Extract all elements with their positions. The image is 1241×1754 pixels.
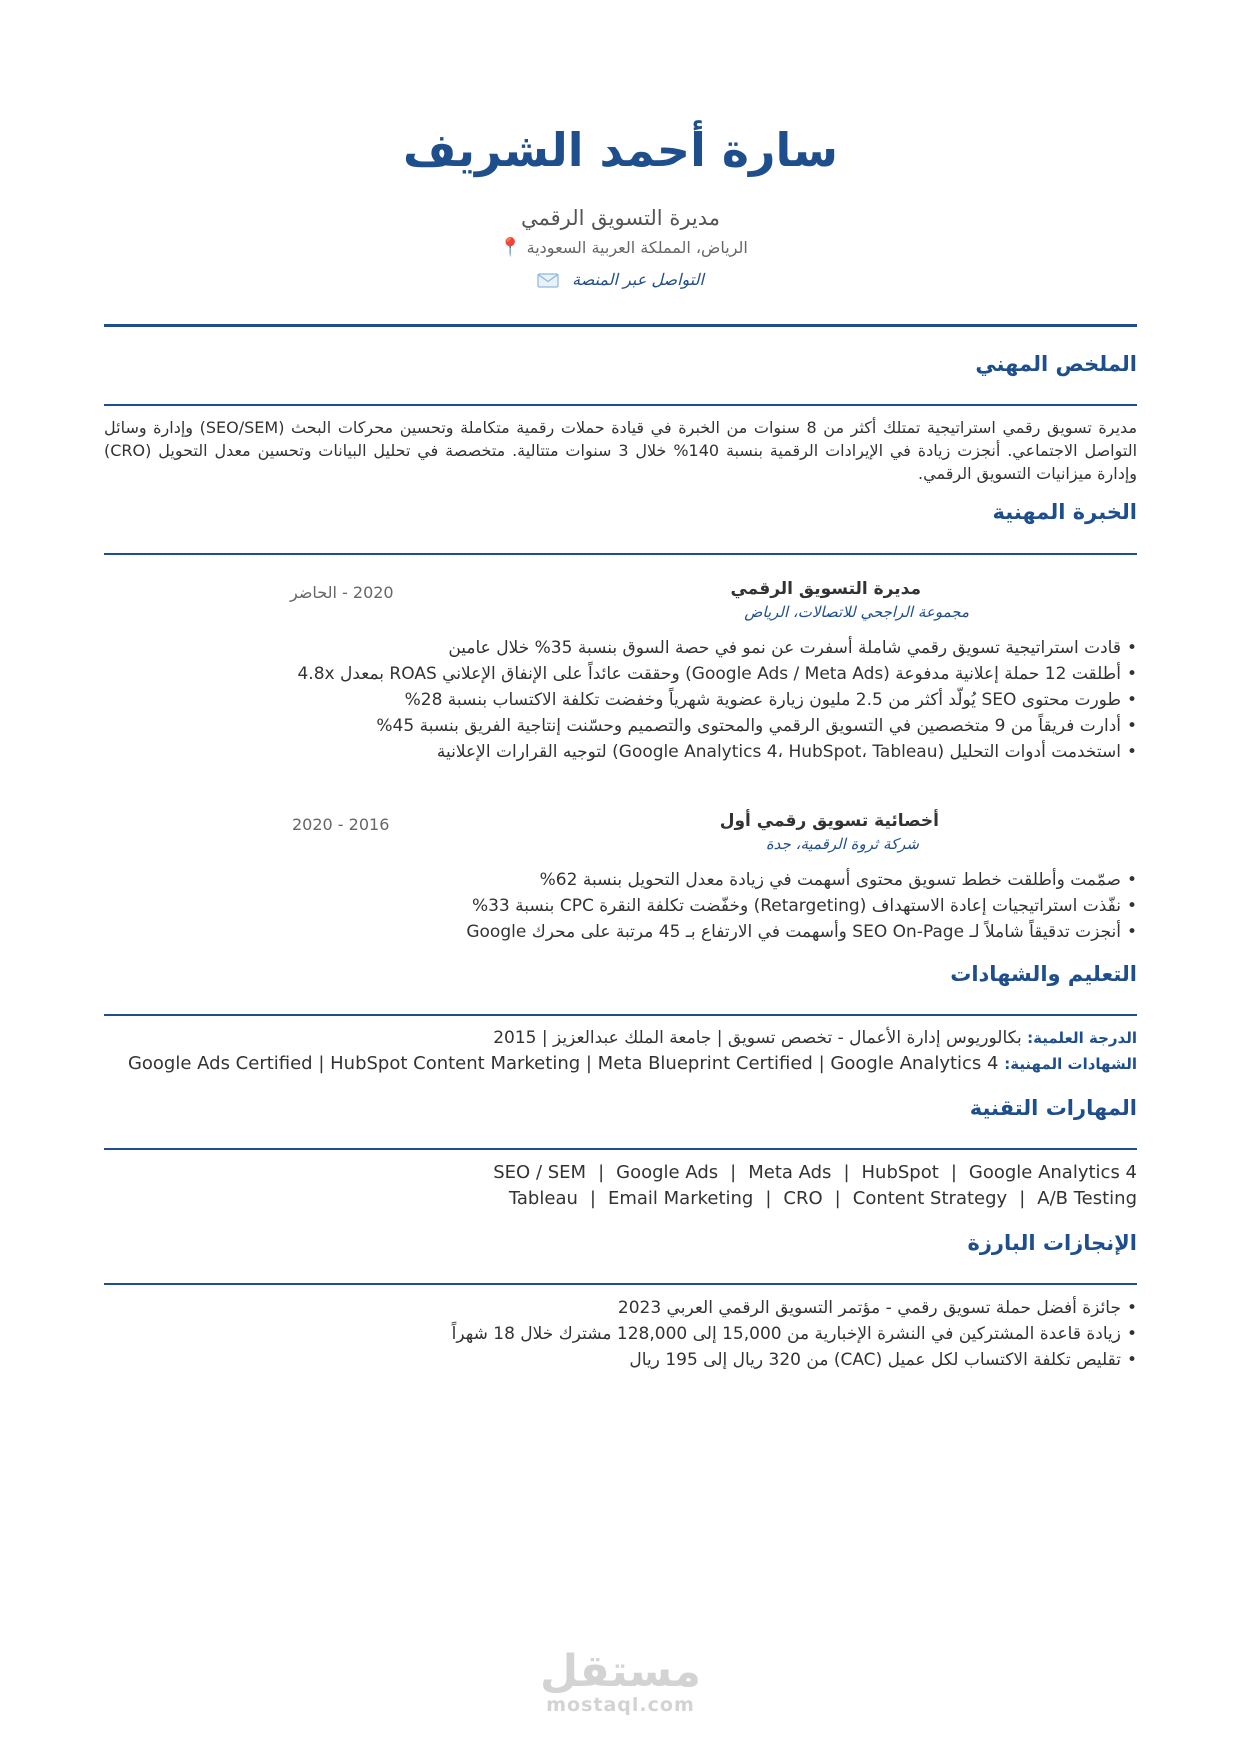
skills-divider xyxy=(104,1148,1137,1150)
experience-section xyxy=(104,497,1137,945)
experience-heading: الخبرة المهنية xyxy=(992,500,1137,524)
job-company: شركة ثروة الرقمية، جدة xyxy=(765,835,919,853)
mostaql-watermark xyxy=(0,1646,1241,1716)
skill-item: Tableau xyxy=(508,1188,578,1209)
envelope-icon xyxy=(537,273,559,288)
bullet-item: • أطلقت 12 حملة إعلانية مدفوعة (Google Ads / Meta Ads) وحققت عائداً على الإنفاق الإعلاني ROAS بمعدل 4.8x xyxy=(104,661,1137,687)
achievement-item: • تقليص تكلفة الاكتساب لكل عميل (CAC) من 320 ريال إلى 195 ريال xyxy=(104,1347,1137,1373)
location-text: الرياض، المملكة العربية السعودية xyxy=(526,238,748,257)
bullet-item: • أدارت فريقاً من 9 متخصصين في التسويق الرقمي والمحتوى والتصميم وحسّنت إنتاجية الفريق بنسبة 45% xyxy=(104,713,1137,739)
skill-item: Meta Ads xyxy=(748,1162,832,1183)
job-header xyxy=(104,809,1137,859)
skill-item: HubSpot xyxy=(861,1162,939,1183)
summary-section xyxy=(104,349,1137,485)
bullet-item: • قادت استراتيجية تسويق رقمي شاملة أسفرت عن نمو في حصة السوق بنسبة 35% خلال عامين xyxy=(104,635,1137,661)
summary-divider xyxy=(104,404,1137,406)
contact-link[interactable]: التواصل عبر المنصة xyxy=(572,270,704,289)
header-divider xyxy=(104,324,1137,327)
watermark-latin: mostaql.com xyxy=(546,1694,695,1716)
person-title: مديرة التسويق الرقمي xyxy=(520,206,721,230)
degree-line xyxy=(104,1026,1137,1051)
education-section xyxy=(104,959,1137,1077)
achievements-list xyxy=(104,1295,1137,1373)
experience-divider xyxy=(104,553,1137,555)
bullet-item: • صمّمت وأطلقت خطط تسويق محتوى أسهمت في زيادة معدل التحويل بنسبة 62% xyxy=(104,867,1137,893)
bullet-item: • طورت محتوى SEO يُولّد أكثر من 2.5 مليون زيارة عضوية شهرياً وخفضت تكلفة الاكتساب بنسبة 28% xyxy=(104,687,1137,713)
achievement-item: • زيادة قاعدة المشتركين في النشرة الإخبارية من 15,000 إلى 128,000 مشترك خلال 18 شهراً xyxy=(104,1321,1137,1347)
degree-text: بكالوريوس إدارة الأعمال - تخصص تسويق | جامعة الملك عبدالعزيز | 2015 xyxy=(493,1028,1022,1048)
certs-line xyxy=(104,1051,1137,1077)
bullet-item: • أنجزت تدقيقاً شاملاً لـ SEO On-Page وأسهمت في الارتفاع بـ 45 مرتبة على محرك Google xyxy=(104,919,1137,945)
bullet-item: • نفّذت استراتيجيات إعادة الاستهداف (Retargeting) وخفّضت تكلفة النقرة CPC بنسبة 33% xyxy=(104,893,1137,919)
job-header xyxy=(104,577,1137,627)
achievements-section xyxy=(104,1228,1137,1373)
skill-item: Google Ads xyxy=(616,1162,719,1183)
skill-item: SEO / SEM xyxy=(493,1162,587,1183)
job-date: 2016 - 2020 xyxy=(292,815,390,834)
location-line xyxy=(104,236,1137,260)
job-date: 2020 - الحاضر xyxy=(290,583,394,602)
education-divider xyxy=(104,1014,1137,1016)
resume-page xyxy=(104,0,1137,1754)
achievement-item: • جائزة أفضل حملة تسويق رقمي - مؤتمر التسويق الرقمي العربي 2023 xyxy=(104,1295,1137,1321)
skills-list xyxy=(104,1160,1137,1212)
skills-heading: المهارات التقنية xyxy=(969,1096,1137,1120)
skill-item: Email Marketing xyxy=(607,1188,754,1209)
summary-heading: الملخص المهني xyxy=(975,352,1137,376)
job-bullets xyxy=(104,635,1137,765)
job-company: مجموعة الراجحي للاتصالات، الرياض xyxy=(744,603,969,621)
skill-item: CRO xyxy=(783,1188,823,1209)
job-entry xyxy=(104,577,1137,765)
skills-row: SEO / SEM | Google Ads | Meta Ads | HubSpot | Google Analytics 4 xyxy=(493,1162,1137,1183)
degree-label: الدرجة العلمية: xyxy=(1027,1029,1137,1047)
achievements-divider xyxy=(104,1283,1137,1285)
skill-item: A/B Testing xyxy=(1037,1188,1137,1209)
contact-line[interactable] xyxy=(104,268,1137,292)
skills-section xyxy=(104,1093,1137,1212)
person-name: سارة أحمد الشريف xyxy=(402,123,839,177)
skill-item: Content Strategy xyxy=(852,1188,1008,1209)
job-role: مديرة التسويق الرقمي xyxy=(730,579,921,599)
job-entry xyxy=(104,809,1137,945)
job-bullets xyxy=(104,867,1137,945)
bullet-item: • استخدمت أدوات التحليل (Google Analytics 4، HubSpot، Tableau) لتوجيه القرارات الإعلانية xyxy=(104,739,1137,765)
summary-text: مديرة تسويق رقمي استراتيجية تمتلك أكثر من 8 سنوات من الخبرة في قيادة حملات رقمية متكاملة وتحسين محركات البحث (SEO/SEM) وإدارة وسائل التواصل الاجتماعي. أنجزت زيادة في الإيرادات الرقمية بنسبة 140% خلال 3 سنوات متتالية. متخصصة في تحليل البيانات وتحسين معدل التحويل (CRO) وإدارة ميزانيات التسويق الرقمي. xyxy=(104,418,1138,483)
certs-label: الشهادات المهنية: xyxy=(1004,1055,1137,1073)
skill-item: Google Analytics 4 xyxy=(968,1162,1137,1183)
skills-row: Tableau | Email Marketing | CRO | Content Strategy | A/B Testing xyxy=(508,1188,1137,1209)
watermark-arabic: مستقل xyxy=(540,1646,701,1697)
map-pin-icon: 📍 xyxy=(499,237,522,258)
job-role: أخصائية تسويق رقمي أول xyxy=(719,811,939,831)
education-heading: التعليم والشهادات xyxy=(950,962,1137,986)
resume-header xyxy=(104,0,1137,292)
certs-text: Google Ads Certified | HubSpot Content Marketing | Meta Blueprint Certified | Google Analytics 4 xyxy=(127,1053,999,1074)
achievements-heading: الإنجازات البارزة xyxy=(967,1231,1137,1255)
